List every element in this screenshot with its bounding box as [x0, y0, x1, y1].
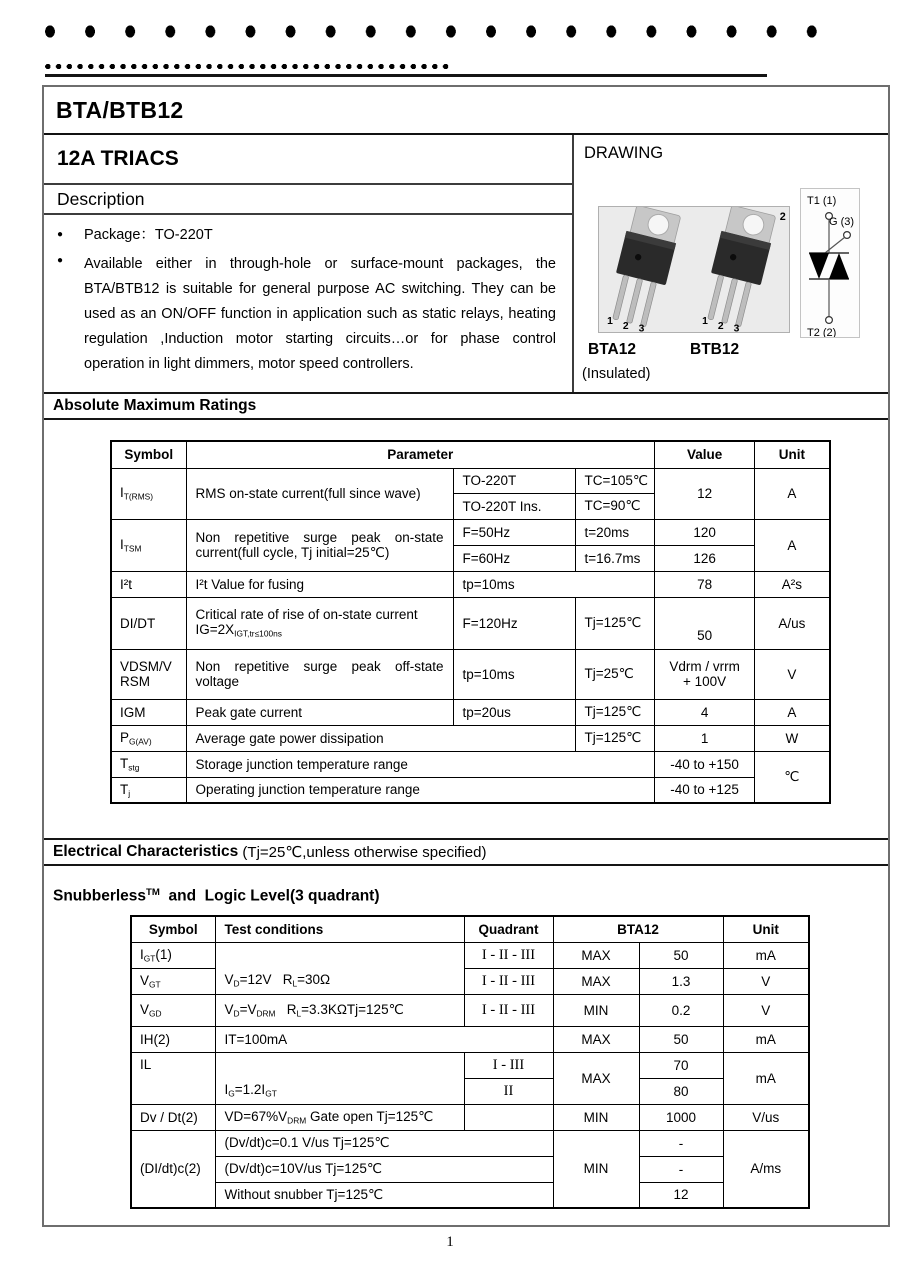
cell-condition: $V_D=V_{DRM}$ $R_L=3.3K\Omega Tj=125℃$ — [215, 994, 464, 1026]
table-row — [111, 519, 830, 545]
bullet-icon — [57, 226, 84, 244]
snubberless-heading: Snubberless™ and Logic Level(3 quadrant) — [53, 887, 380, 905]
cell-value: -40 to +125 — [655, 777, 755, 803]
table-header-row — [111, 441, 830, 468]
cell-condition: F=50Hz — [453, 519, 575, 545]
overview-section — [44, 135, 888, 392]
cell-symbol: (DI/dt)c(2) — [131, 1130, 215, 1208]
cell-unit: A — [755, 468, 830, 519]
cell-limit: MIN — [553, 994, 639, 1026]
table-row — [111, 725, 830, 751]
cell-unit: mA — [723, 942, 809, 968]
table-row — [131, 1104, 809, 1130]
col-header: Quadrant — [464, 916, 553, 942]
package-photos — [598, 206, 790, 333]
terminal-t2-label: T2 (2) — [807, 327, 837, 337]
cell-unit: mA — [723, 1052, 809, 1104]
table-row — [111, 571, 830, 597]
cell-condition: TO-220T — [453, 468, 575, 493]
table-row — [131, 1182, 809, 1208]
cell-symbol: DI/DT — [111, 597, 186, 649]
description-bullet — [57, 252, 556, 377]
cell-value: 1000 — [639, 1104, 723, 1130]
cell-unit: V — [723, 968, 809, 994]
cell-unit: ℃ — [755, 751, 830, 803]
cell-symbol: IGM — [111, 699, 186, 725]
cell-parameter: Peak gate current — [186, 699, 453, 725]
cell-symbol: I²t — [111, 571, 186, 597]
cell-condition: tp=10ms — [453, 649, 575, 699]
description-heading: Description — [44, 185, 572, 215]
cell-limit: MAX — [553, 942, 639, 968]
corner-pin-number: 2 — [779, 210, 786, 223]
bullet-text: Available either in through-hole or surface-mount packages, the BTA/BTB12 is suitable for general purpose AC switching. They can be used as an ON/OFF function in application such as static relays, heating regulation ,Induction motor starting circuits…or for phase control operation in light dimmers, motor speed controllers. — [84, 256, 556, 372]
cell-limit: MIN — [553, 1130, 639, 1208]
cell-value: 50 — [639, 942, 723, 968]
cell-symbol: IL — [131, 1052, 215, 1104]
cell-symbol: $T_j$ — [111, 777, 186, 803]
decorative-dots-large — [45, 25, 820, 38]
cell-parameter: I²t Value for fusing — [186, 571, 453, 597]
cell-value: 50 — [639, 1026, 723, 1052]
cell-quadrant: I - II - III — [464, 942, 553, 968]
elec-char-heading-conditions: (Tj=25℃,unless otherwise specified) — [238, 844, 487, 861]
table-header-row — [131, 916, 809, 942]
cell-value: 4 — [655, 699, 755, 725]
cell-condition: $I_G=1.2I_{GT}$ — [215, 1052, 464, 1104]
cell-value: 12 — [655, 468, 755, 519]
cell-unit: V — [723, 994, 809, 1026]
cell-value: 1 — [655, 725, 755, 751]
cell-unit: V — [755, 649, 830, 699]
table-row — [111, 699, 830, 725]
description-bullet — [57, 226, 556, 244]
symbol-line: RSM — [120, 674, 150, 689]
elec-table — [130, 915, 810, 1209]
elec-char-heading — [44, 838, 888, 866]
bullet-icon — [57, 252, 84, 377]
package-photo-bta12 — [599, 207, 694, 332]
cell-condition: TC=105℃ — [575, 468, 655, 493]
abs-max-table-wrap — [110, 440, 831, 804]
cell-symbol: $V_{GT}$ — [131, 968, 215, 994]
bullet-text: Package：TO-220T — [84, 227, 213, 243]
cell-value: 1.3 — [639, 968, 723, 994]
pin-number-2: 2 — [717, 321, 724, 332]
cell-value: 12 — [639, 1182, 723, 1208]
content-frame — [42, 85, 890, 1227]
cell-condition: tp=10ms — [453, 571, 655, 597]
cell-unit: V/us — [723, 1104, 809, 1130]
cell-unit: A — [755, 519, 830, 571]
abs-max-table — [110, 440, 831, 804]
cell-quadrant: I - II - III — [464, 968, 553, 994]
cell-unit: A — [755, 699, 830, 725]
col-header: Parameter — [186, 441, 655, 468]
table-row — [111, 649, 830, 699]
cell-quadrant: II — [464, 1078, 553, 1104]
cell-value: 120 — [655, 519, 755, 545]
cell-value: - — [639, 1130, 723, 1156]
cell-parameter: Operating junction temperature range — [186, 777, 655, 803]
table-row — [131, 942, 809, 968]
table-row — [111, 777, 830, 803]
parameter-line: Critical rate of rise of on-state current — [195, 607, 418, 623]
cell-symbol: $V_{GD}$ — [131, 994, 215, 1026]
description-bullets — [44, 215, 572, 377]
cell-condition: TO-220T Ins. — [453, 493, 575, 519]
pin-number-1: 1 — [607, 316, 613, 328]
page-number: 1 — [446, 1234, 454, 1250]
abs-max-heading: Absolute Maximum Ratings — [44, 392, 888, 420]
cell-condition: Without snubber Tj=125℃ — [215, 1182, 553, 1208]
drawing-panel — [572, 135, 888, 392]
cell-parameter: RMS on-state current(full since wave) — [186, 468, 453, 519]
table-row — [111, 468, 830, 493]
cell-limit: MAX — [553, 1052, 639, 1104]
cell-condition: (Dv/dt)c=0.1 V/us Tj=125℃ — [215, 1130, 553, 1156]
product-subtitle: 12A TRIACS — [44, 135, 572, 185]
cell-parameter: Non repetitive surge peak off-state voltage — [186, 649, 453, 699]
col-header: Unit — [723, 916, 809, 942]
table-row — [131, 1156, 809, 1182]
cell-value: 50 — [655, 597, 755, 649]
cell-symbol: IH(2) — [131, 1026, 215, 1052]
cell-condition: F=120Hz — [453, 597, 575, 649]
cell-condition: Tj=125℃ — [575, 597, 655, 649]
cell-condition: IT=100mA — [215, 1026, 553, 1052]
parameter-line: $IG=2X_{IGT,tr\le 100ns}$ — [195, 622, 282, 639]
cell-unit: A/ms — [723, 1130, 809, 1208]
pin-number-1: 1 — [702, 316, 708, 328]
cell-limit: MAX — [553, 968, 639, 994]
col-header: Symbol — [111, 441, 186, 468]
pin-number-3: 3 — [733, 323, 740, 332]
elec-table-wrap — [130, 915, 810, 1209]
cell-condition: Tj=125℃ — [575, 699, 655, 725]
value-line: + 100V — [682, 674, 727, 689]
cell-value: 78 — [655, 571, 755, 597]
symbol-line: VDSM/V — [120, 659, 172, 674]
triac-symbol — [801, 189, 859, 337]
cell-symbol: Dv / Dt(2) — [131, 1104, 215, 1130]
table-row — [131, 1052, 809, 1078]
col-header: Unit — [755, 441, 830, 468]
cell-limit: MAX — [553, 1026, 639, 1052]
cell-condition: (Dv/dt)c=10V/us Tj=125℃ — [215, 1156, 553, 1182]
cell-value: 0.2 — [639, 994, 723, 1026]
cell-value: - — [639, 1156, 723, 1182]
pin-number-2: 2 — [622, 321, 629, 332]
elec-char-heading-bold: Electrical Characteristics — [53, 843, 239, 860]
cell-unit: mA — [723, 1026, 809, 1052]
terminal-t1-label: T1 (1) — [807, 195, 837, 207]
cell-symbol: $P_{G(AV)}$ — [111, 725, 186, 751]
overview-left-column — [44, 135, 572, 392]
table-row — [131, 1130, 809, 1156]
cell-value: -40 to +150 — [655, 751, 755, 777]
table-row — [131, 1026, 809, 1052]
cell-value: 80 — [639, 1078, 723, 1104]
col-header: Symbol — [131, 916, 215, 942]
package-label-btb12: BTB12 — [690, 341, 740, 358]
col-header: Test conditions — [215, 916, 464, 942]
header-rule — [45, 74, 767, 77]
cell-symbol: $I_{TSM}$ — [111, 519, 186, 571]
cell-quadrant: I - II - III — [464, 994, 553, 1026]
col-header: Value — [655, 441, 755, 468]
cell-parameter: Non repetitive surge peak on-state current(full cycle, Tj initial=25℃) — [186, 519, 453, 571]
cell-symbol: $I_{T(RMS)}$ — [111, 468, 186, 519]
insulated-note: (Insulated) — [582, 366, 651, 382]
cell-unit: A/us — [755, 597, 830, 649]
cell-value — [655, 649, 755, 699]
cell-condition: F=60Hz — [453, 545, 575, 571]
gate-label: G (3) — [829, 216, 855, 228]
cell-unit: A²s — [755, 571, 830, 597]
part-number-title: BTA/BTB12 — [44, 87, 888, 135]
cell-condition: t=16.7ms — [575, 545, 655, 571]
cell-condition: $VD=67\%V_{DRM}$ Gate open Tj=125℃ — [215, 1104, 464, 1130]
pin-number-3: 3 — [638, 323, 645, 332]
cell-quadrant: I - III — [464, 1052, 553, 1078]
cell-unit: W — [755, 725, 830, 751]
cell-parameter: Average gate power dissipation — [186, 725, 575, 751]
table-row — [111, 597, 830, 649]
cell-symbol — [111, 649, 186, 699]
drawing-heading: DRAWING — [584, 144, 664, 162]
cell-condition: tp=20us — [453, 699, 575, 725]
triac-symbol-box — [800, 188, 860, 338]
cell-condition: Tj=125℃ — [575, 725, 655, 751]
package-label-bta12: BTA12 — [588, 341, 636, 358]
decorative-dots-small — [45, 63, 449, 70]
table-row — [131, 994, 809, 1026]
cell-value: 126 — [655, 545, 755, 571]
cell-parameter: Storage junction temperature range — [186, 751, 655, 777]
cell-parameter — [186, 597, 453, 649]
cell-condition: TC=90℃ — [575, 493, 655, 519]
cell-limit: MIN — [553, 1104, 639, 1130]
col-header: BTA12 — [553, 916, 723, 942]
package-photo-btb12 — [694, 207, 789, 332]
cell-condition: Tj=25℃ — [575, 649, 655, 699]
cell-symbol: $T_{stg}$ — [111, 751, 186, 777]
table-row — [111, 751, 830, 777]
value-line: Vdrm / vrrm — [669, 659, 740, 674]
cell-symbol: $I_{GT}(1)$ — [131, 942, 215, 968]
cell-condition: $V_D=12V$ $R_L=30\Omega$ — [215, 942, 464, 994]
cell-quadrant — [464, 1104, 553, 1130]
cell-condition: t=20ms — [575, 519, 655, 545]
cell-value: 70 — [639, 1052, 723, 1078]
